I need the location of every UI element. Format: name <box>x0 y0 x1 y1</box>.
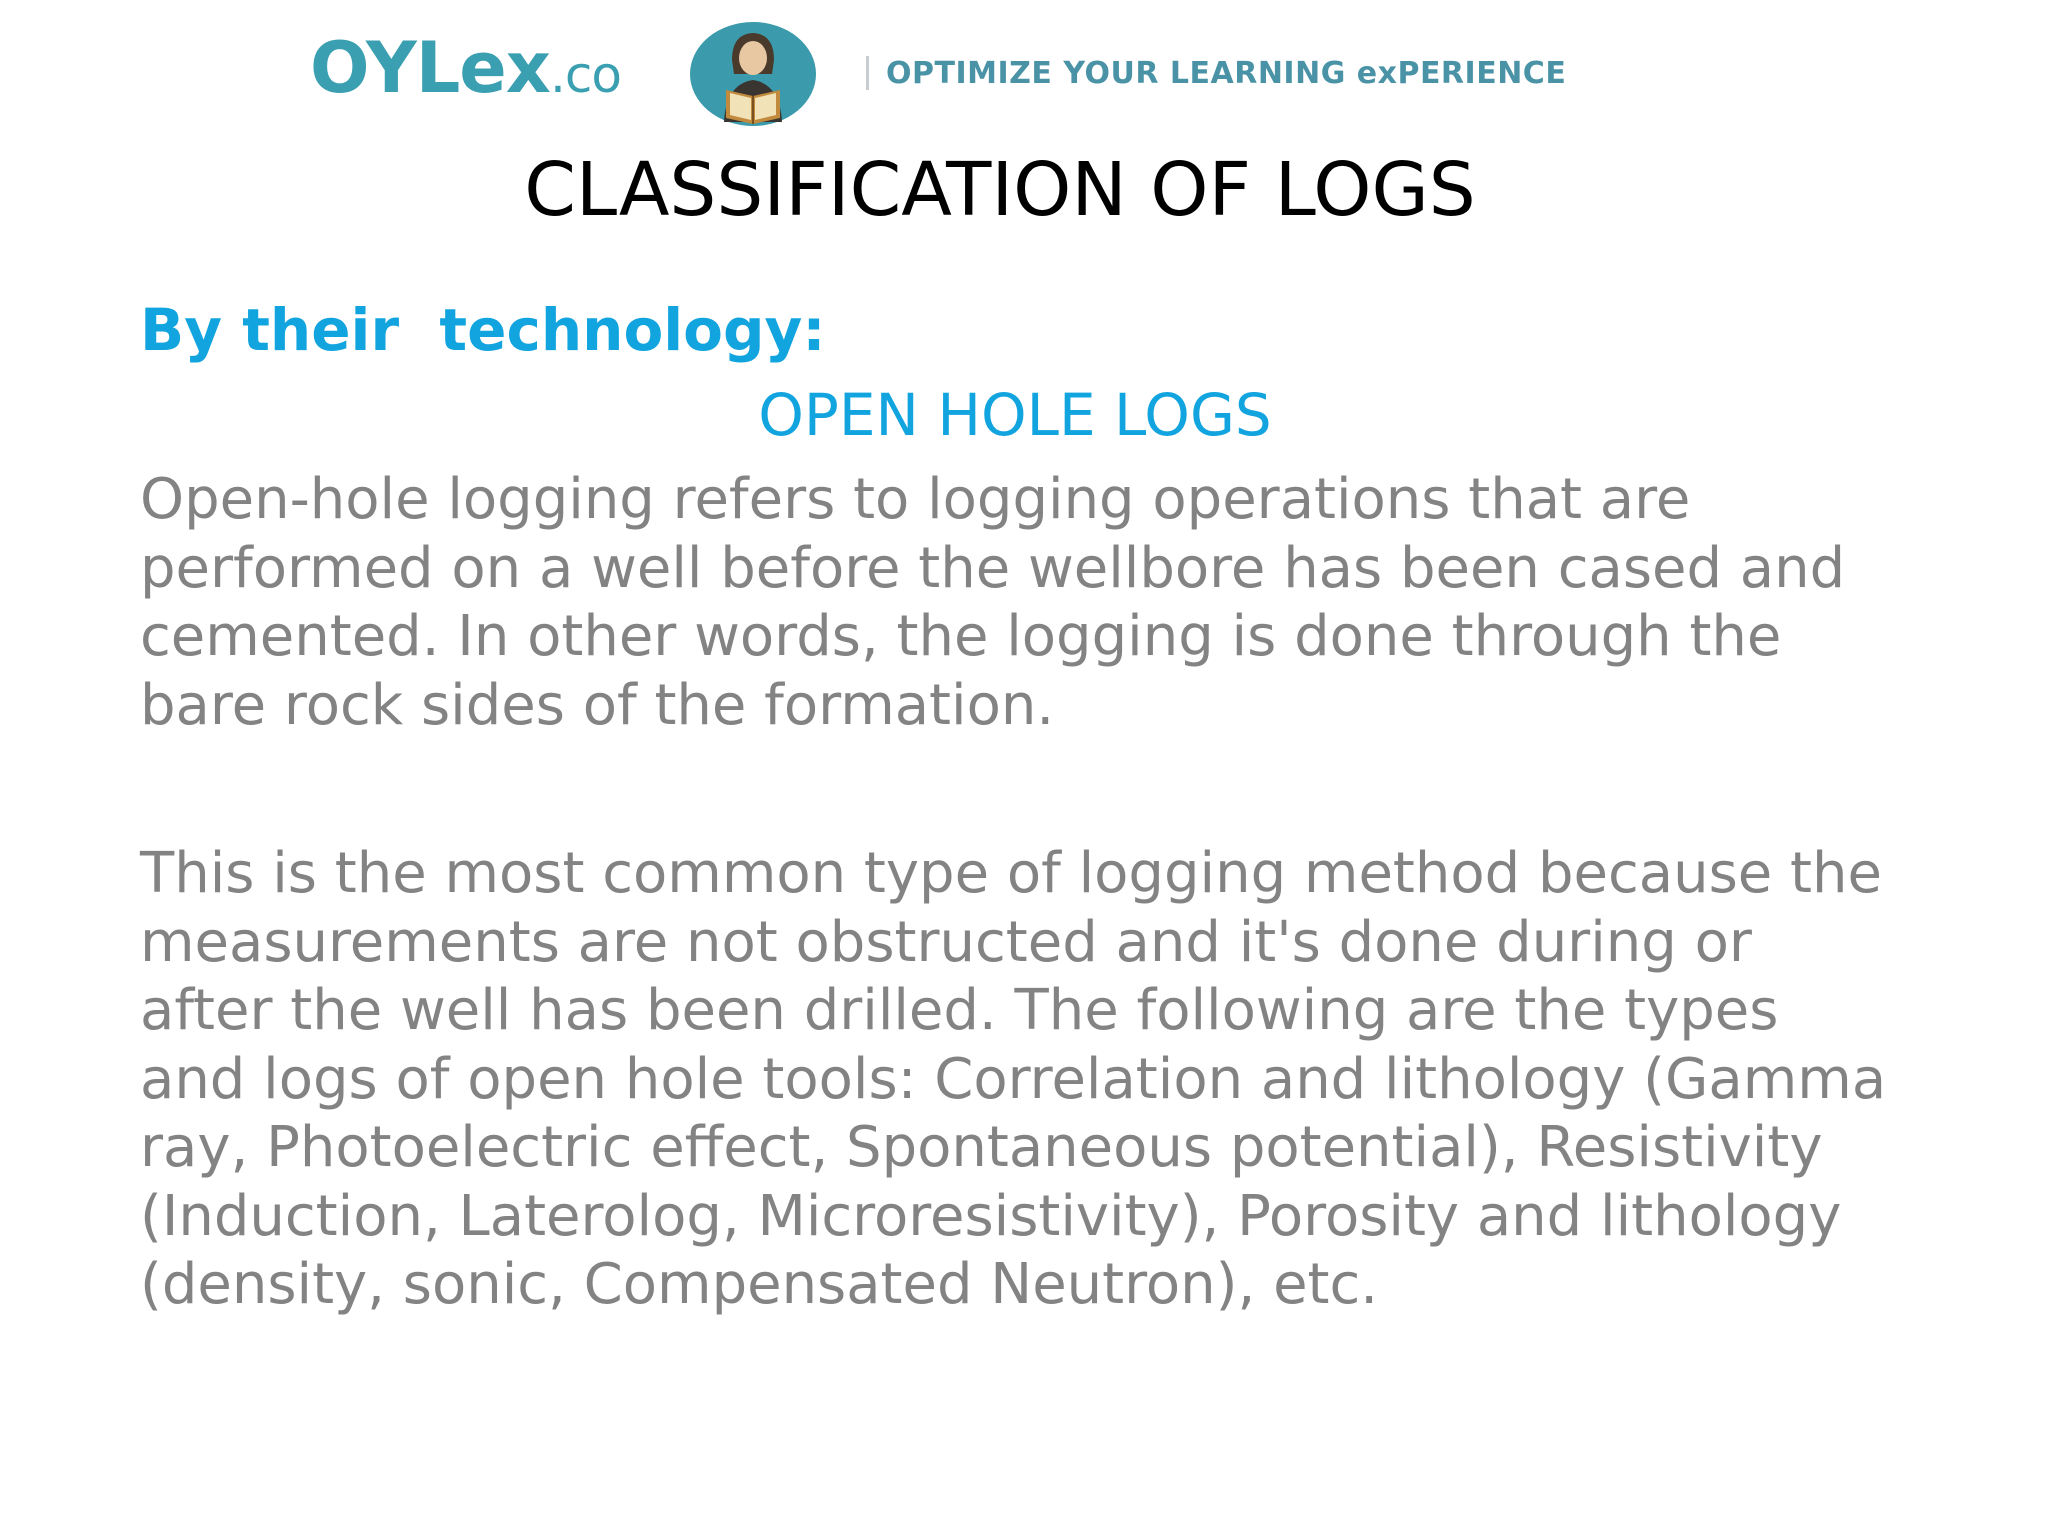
body-paragraph-1: Open-hole logging refers to logging operations that are performed on a well before the wellbore has been cased and cemented. In other words, the logging is done through the bare rock sides of the formation. <box>140 467 1846 738</box>
logo-wordmark: OYLex <box>310 27 550 109</box>
subheading: By their technology: <box>140 296 826 364</box>
logo-dot: . <box>549 46 565 104</box>
brand-header <box>0 0 2048 140</box>
reader-with-book-icon <box>688 20 818 128</box>
slide-title: CLASSIFICATION OF LOGS <box>524 147 1476 233</box>
brand-tagline: OPTIMIZE YOUR LEARNING exPERIENCE <box>886 56 1567 91</box>
brand-logo <box>310 22 621 114</box>
section-title: OPEN HOLE LOGS <box>758 381 1272 449</box>
body-paragraph-2: This is the most common type of logging method because the measurements are not obstructed and it's done during or after the well has been drilled. The following are the types and logs of open hole tools: Correlation and lithology (Gamma ray, Photoelectric effect, Spontaneous potential), Resistivity (Induction, Laterolog, Microresistivity), Porosity and lithology (density, sonic, Compensated Neutron), etc. <box>140 841 1887 1317</box>
tagline-divider <box>866 56 869 90</box>
logo-domain: co <box>564 46 621 104</box>
